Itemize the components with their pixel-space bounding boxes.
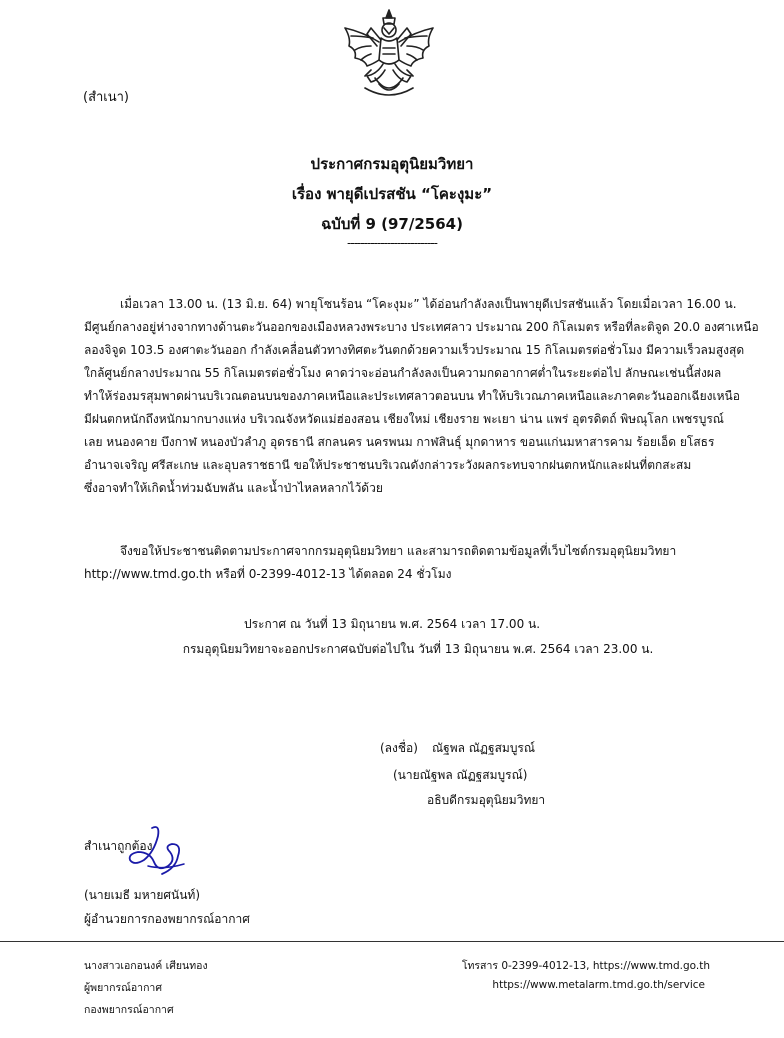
footer-service-link[interactable]: https://www.metalarm.tmd.go.th/service [492, 979, 705, 991]
paragraph-line: ทำให้ร่องมรสุมพาดผ่านบริเวณตอนบนของภาคเหนือและประเทศลาวตอนบน ทำให้บริเวณภาคเหนือและภาคตะวันออกเฉียงเหนือ [84, 389, 740, 403]
footer-forecaster-title: ผู้พยากรณ์อากาศ [84, 982, 162, 994]
paragraph-line: ลองจิจูด 103.5 องศาตะวันออก กำลังเคลื่อนตัวทางทิศตะวันตกด้วยความเร็วประมาณ 15 กิโลเมตรต่อชั่วโมง มีความเร็วลมสูงสุด [84, 343, 745, 357]
certifier-name: (นายเมธี มหายศนันท์) [84, 888, 201, 902]
announcement-number: ฉบับที่ 9 (97/2564) [321, 215, 463, 233]
footer-divider [0, 941, 784, 942]
paragraph-line: มีฝนตกหนักถึงหนักมากบางแห่ง บริเวณจังหวัดแม่ฮ่องสอน เชียงใหม่ เชียงราย พะเยา น่าน แพร่ อุตรดิตถ์ พิษณุโลก เพชรบูรณ์ [84, 412, 724, 426]
paragraph-line [84, 540, 710, 563]
paragraph-line [84, 293, 737, 316]
garuda-emblem [337, 8, 441, 102]
handwritten-signature [124, 822, 196, 878]
paragraph-line: เลย หนองคาย บึงกาฬ หนองบัวลำภู อุดรธานี สกลนคร นครพนม กาฬสินธุ์ มุกดาหาร ขอนแก่นมหาสารคาม ร้อยเอ็ด ยโสธร [84, 435, 715, 449]
signed-label: (ลงชื่อ) [380, 741, 418, 755]
signed-line [380, 739, 535, 758]
body-paragraph-1 [84, 293, 759, 500]
paragraph-line: ใกล้ศูนย์กลางประมาณ 55 กิโลเมตรต่อชั่วโมง คาดว่าจะอ่อนกำลังลงเป็นความกดอากาศต่ำในระยะต่อไป ลักษณะเช่นนี้ส่งผล [84, 366, 722, 380]
paragraph-line: อำนาจเจริญ ศรีสะเกษ และอุบลราชธานี ขอให้ประชาชนบริเวณดังกล่าวระวังผลกระทบจากฝนตกหนักและฝนที่ตกสะสม [84, 458, 692, 472]
signer-position: อธิบดีกรมอุตุนิยมวิทยา [427, 793, 546, 807]
body-paragraph-2 [84, 540, 710, 586]
certifier-position: ผู้อำนวยการกองพยากรณ์อากาศ [84, 912, 250, 926]
announcement-subject: เรื่อง พายุดีเปรสชัน “โคะงุมะ” [291, 185, 493, 203]
footer-contact: โทรสาร 0-2399-4012-13, https://www.tmd.go.th [461, 960, 710, 972]
signer-printed-name: (นายณัฐพล ณัฏฐสมบูรณ์) [393, 768, 528, 782]
signed-name: ณัฐพล ณัฏฐสมบูรณ์ [431, 741, 536, 755]
paragraph-line: มีศูนย์กลางอยู่ห่างจากทางด้านตะวันออกของเมืองหลวงพระบาง ประเทศลาว ประมาณ 200 กิโลเมตร หรือที่ละติจูด 20.0 องศาเหนือ [84, 320, 759, 334]
paragraph-line: http://www.tmd.go.th หรือที่ 0-2399-4012-13 ได้ตลอด 24 ชั่วโมง [84, 567, 452, 581]
certified-copy-label: สำเนาถูกต้อง [84, 839, 153, 853]
paragraph-line: ซึ่งอาจทำให้เกิดน้ำท่วมฉับพลัน และน้ำป่าไหลหลากไว้ด้วย [84, 481, 383, 495]
footer-division: กองพยากรณ์อากาศ [84, 1004, 174, 1016]
title-separator: --------------------------- [347, 236, 437, 250]
footer-forecaster-name: นางสาวเอกอนงค์ เศียนทอง [84, 960, 208, 972]
announcement-title: ประกาศกรมอุตุนิยมวิทยา [310, 155, 474, 173]
announce-date-line: ประกาศ ณ วันที่ 13 มิถุนายน พ.ศ. 2564 เวลา 17.00 น. [243, 617, 541, 631]
next-announcement-line: กรมอุตุนิยมวิทยาจะออกประกาศฉบับต่อไปใน วันที่ 13 มิถุนายน พ.ศ. 2564 เวลา 23.00 น. [182, 642, 654, 656]
paragraph-text: จึงขอให้ประชาชนติดตามประกาศจากกรมอุตุนิยมวิทยา และสามารถติดตามข้อมูลที่เว็บไซต์กรมอุตุนิยมวิทยา [120, 544, 677, 558]
paragraph-text: เมื่อเวลา 13.00 น. (13 มิ.ย. 64) พายุโซนร้อน “โคะงุมะ” ได้อ่อนกำลังลงเป็นพายุดีเปรสชันแล้ว โดยเมื่อเวลา 16.00 น. [120, 297, 737, 311]
copy-mark: (สำเนา) [83, 90, 130, 105]
